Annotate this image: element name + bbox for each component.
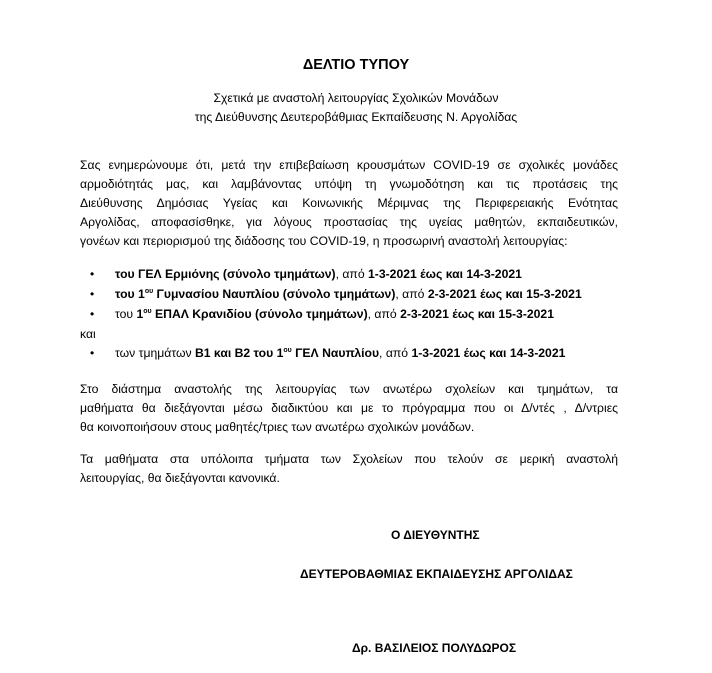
- bullet-icon: •: [90, 307, 95, 321]
- from-word: , από: [379, 346, 412, 360]
- remote-line: θα κοινοποιήσουν στους μαθητές/τριες των ανωτέρω σχολικών μονάδων.: [80, 420, 475, 434]
- intro-line: Διεύθυνσης Δημόσιας Υγείας και Κοινωνικής Μέριμνας της Περιφερειακής Ενότητας: [80, 196, 618, 210]
- remote-learning-paragraph: [80, 380, 618, 437]
- intro-line: Αργολίδας, αποφασίσθηκε, για λόγους προστασίας της υγείας μαθητών, εκπαιδευτικών,: [80, 215, 618, 229]
- from-word: , από: [335, 267, 368, 281]
- sections-plain: των τμημάτων: [115, 346, 195, 360]
- subtitle-line-2: της Διεύθυνσης Δευτεροβάθμιας Εκπαίδευσης Ν. Αργολίδας: [194, 110, 518, 124]
- end-date: 15-3-2021: [526, 287, 582, 301]
- bullet-item-gel-nafpliou-sections: [90, 346, 565, 360]
- signature-name: Δρ. ΒΑΣΙΛΕΙΟΣ ΠΟΛΥΔΩΡΟΣ: [352, 641, 517, 655]
- start-date: 2-3-2021: [400, 307, 449, 321]
- school-name-plain: του: [115, 307, 137, 321]
- conjunction-text: και: [80, 327, 96, 341]
- remote-line: Στο διάστημα αναστολής της λειτουργίας των ανωτέρω σχολείων και τμημάτων, τα: [80, 382, 618, 396]
- remote-line: μαθήματα θα διεξάγονται μέσω διαδικτύου και με το πρόγραμμα που οι Δ/ντές , Δ/ντριες: [80, 401, 618, 415]
- subtitle-line-1: Σχετικά με αναστολή λειτουργίας Σχολικών Μονάδων: [213, 91, 499, 105]
- school-name-pre: 1: [136, 307, 144, 321]
- start-date: 2-3-2021: [427, 287, 477, 301]
- until-word: έως και: [476, 287, 527, 301]
- end-date: 14-3-2021: [466, 267, 522, 281]
- ordinal-superscript: ου: [143, 308, 152, 315]
- intro-paragraph: [80, 156, 618, 251]
- from-word: , από: [395, 287, 428, 301]
- normal-line: Τα μαθήματα στα υπόλοιπα τμήματα των Σχολείων που τελούν σε μερική αναστολή: [80, 452, 618, 466]
- end-date: 14-3-2021: [509, 346, 566, 360]
- ordinal-superscript: ου: [144, 288, 154, 295]
- until-word: έως και: [448, 307, 499, 321]
- bullet-icon: •: [90, 267, 95, 281]
- school-name-post: ΕΠΑΛ Κρανιδίου (σύνολο τμημάτων): [151, 307, 368, 321]
- from-word: , από: [367, 307, 401, 321]
- bullet-item-epal-kranidiou: [90, 307, 554, 321]
- signature-department: ΔΕΥΤΕΡΟΒΑΘΜΙΑΣ ΕΚΠΑΙΔΕΥΣΗΣ ΑΡΓΟΛΙΔΑΣ: [300, 567, 573, 581]
- start-date: 1-3-2021: [368, 267, 417, 281]
- end-date: 15-3-2021: [498, 307, 554, 321]
- bullet-icon: •: [90, 287, 95, 301]
- bullet-icon: •: [90, 346, 95, 360]
- sections-bold-post: ΓΕΛ Ναυπλίου: [291, 346, 380, 360]
- until-word: έως και: [460, 346, 510, 360]
- document-title: ΔΕΛΤΙΟ ΤΥΠΟΥ: [302, 57, 410, 73]
- school-name-pre: του 1: [115, 287, 145, 301]
- intro-line: αρμοδιότητάς μας, και λαμβάνοντας υπόψη τη γνωμοδότηση και τις προτάσεις της: [80, 177, 618, 191]
- intro-line: Σας ενημερώνουμε ότι, μετά την επιβεβαίωση κρουσμάτων COVID-19 σε σχολικές μονάδες: [80, 158, 618, 172]
- start-date: 1-3-2021: [411, 346, 461, 360]
- school-name-post: Γυμνασίου Ναυπλίου (σύνολο τμημάτων): [153, 287, 396, 301]
- bullet-item-gymnasio-nafpliou: [90, 287, 582, 301]
- normal-line: λειτουργίας, θα διεξάγονται κανονικά.: [80, 471, 280, 485]
- sections-bold-pre: Β1 και Β2 του 1: [194, 346, 284, 360]
- normal-operation-paragraph: [80, 450, 618, 488]
- ordinal-superscript: ου: [283, 347, 292, 354]
- intro-line: γονέων και περιορισμού της διάδοσης του COVID-19, η προσωρινή αναστολή λειτουργίας:: [80, 234, 568, 248]
- signature-role: Ο ΔΙΕΥΘΥΝΤΗΣ: [391, 528, 480, 542]
- until-word: έως και: [416, 267, 467, 281]
- bullet-item-gel-ermionis: [90, 267, 522, 281]
- school-name: του ΓΕΛ Ερμιόνης (σύνολο τμημάτων): [115, 267, 336, 281]
